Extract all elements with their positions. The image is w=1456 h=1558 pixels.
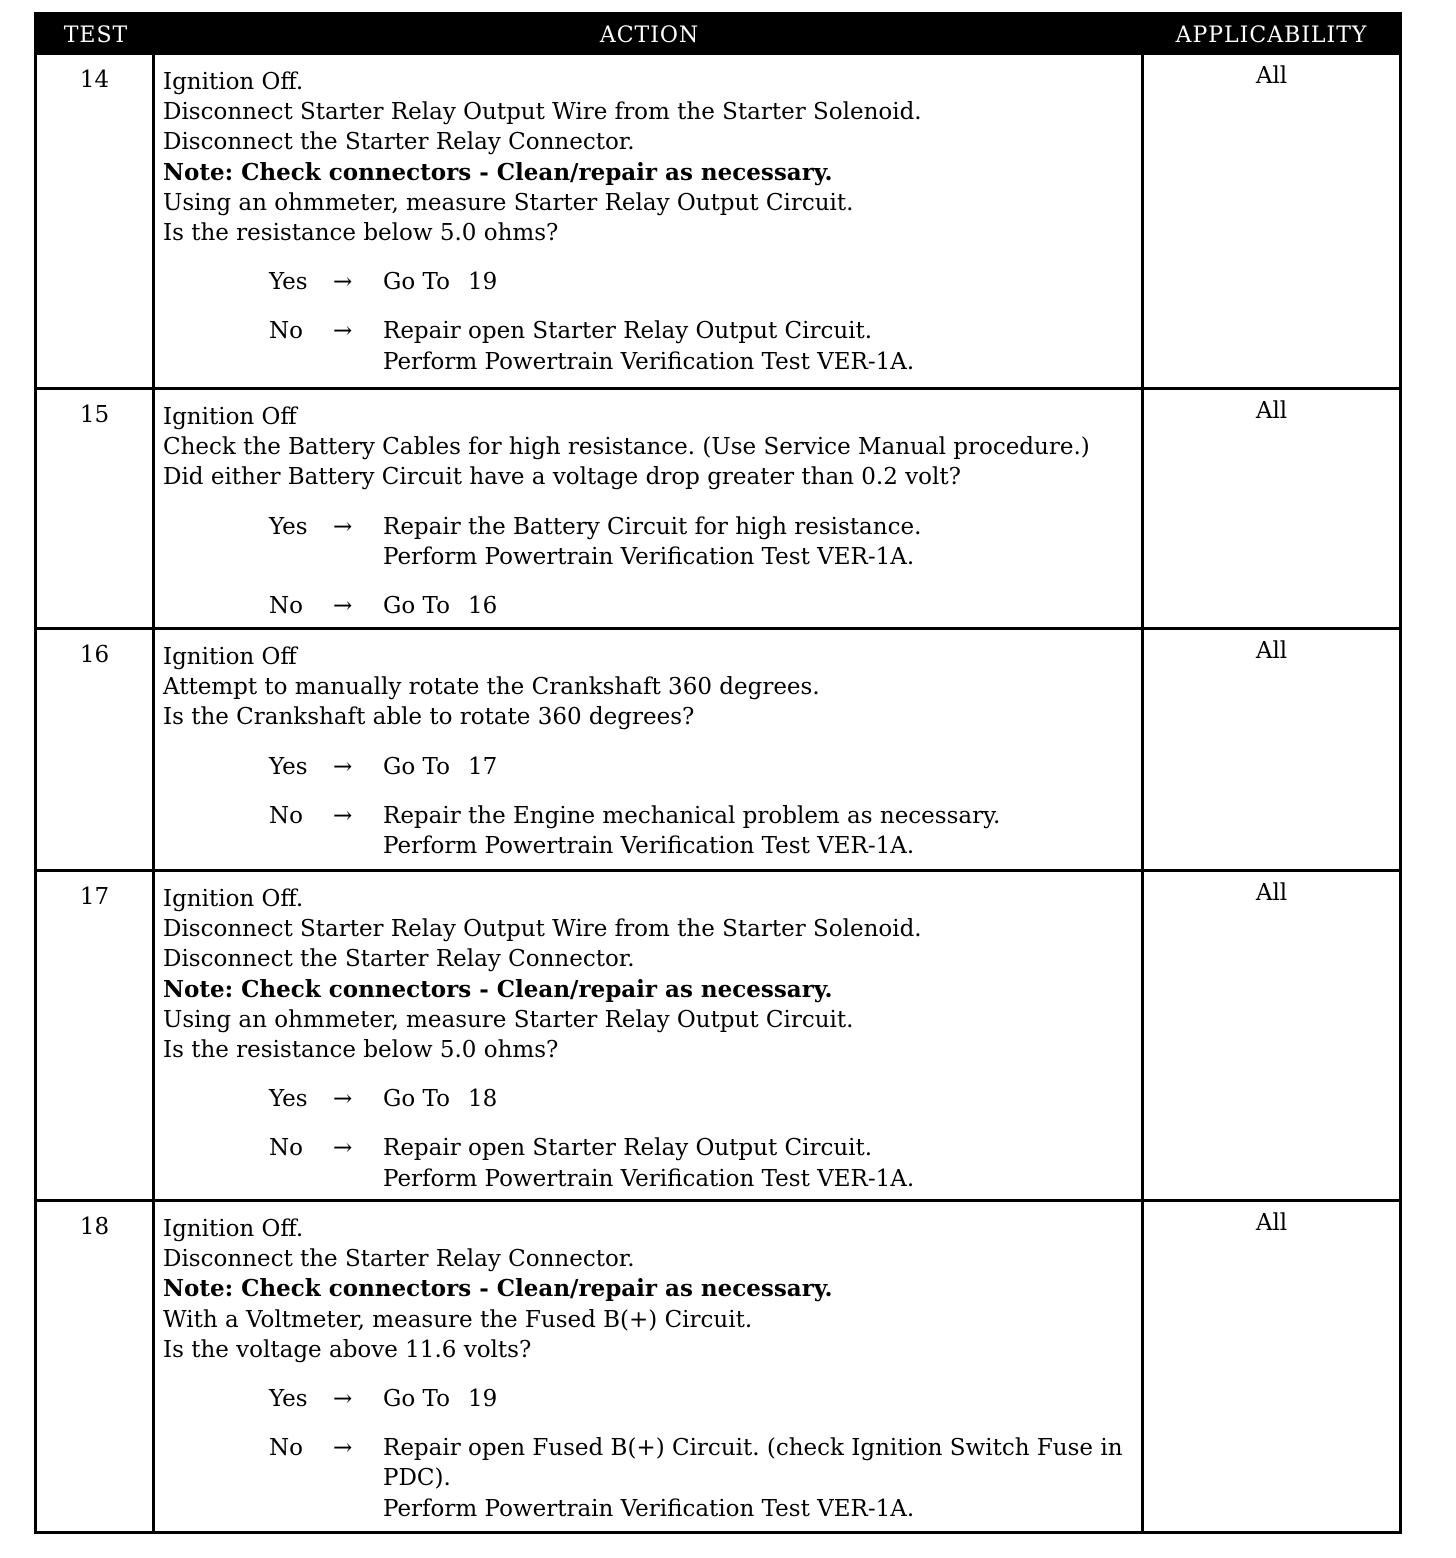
table-row <box>37 1199 1399 1531</box>
result-line: Perform Powertrain Verification Test VER-1A. <box>383 543 915 570</box>
no-label: No <box>269 1435 303 1462</box>
action-line: Disconnect Starter Relay Output Wire from the Starter Solenoid. <box>163 99 922 126</box>
test-number: 17 <box>37 872 155 1199</box>
action-line: Ignition Off. <box>163 1216 304 1242</box>
yes-result <box>383 1084 1135 1114</box>
action-line: With a Voltmeter, measure the Fused B(+) Circuit. <box>163 1306 753 1333</box>
arrow-icon: → <box>333 1135 353 1162</box>
applicability-cell: All <box>1255 880 1288 906</box>
test-number: 18 <box>37 1202 155 1531</box>
goto-test-number: 19 <box>467 1386 498 1413</box>
action-line: Using an ohmmeter, measure Starter Relay Output Circuit. <box>163 1006 854 1033</box>
arrow-icon: → <box>333 318 353 345</box>
no-label: No <box>269 1135 303 1162</box>
no-label: No <box>269 318 303 345</box>
yes-branch <box>163 267 1135 297</box>
table-row <box>37 387 1399 627</box>
action-line: Disconnect the Starter Relay Connector. <box>163 946 635 973</box>
yes-label: Yes <box>269 753 308 780</box>
action-cell <box>155 630 1144 869</box>
no-result <box>383 801 1135 861</box>
yes-branch <box>163 752 1135 782</box>
table-header <box>37 15 1399 55</box>
action-line: Ignition Off. <box>163 886 304 912</box>
table-row <box>37 869 1399 1199</box>
arrow-icon: → <box>333 1386 353 1413</box>
goto-text: Go To <box>383 1386 450 1413</box>
action-line: Is the resistance below 5.0 ohms? <box>163 1037 559 1064</box>
result-line: Repair the Engine mechanical problem as necessary. <box>383 802 1001 829</box>
result-line: Repair the Battery Circuit for high resistance. <box>383 513 922 540</box>
no-result <box>383 591 1135 621</box>
action-cell <box>155 55 1144 387</box>
test-number: 16 <box>37 630 155 869</box>
yes-result <box>383 512 1135 572</box>
note-line: Note: Check connectors - Clean/repair as necessary. <box>163 1275 833 1303</box>
action-line: Did either Battery Circuit have a voltage drop greater than 0.2 volt? <box>163 464 961 491</box>
action-line: Ignition Off <box>163 404 297 430</box>
note-line: Note: Check connectors - Clean/repair as necessary. <box>163 158 833 186</box>
action-line: Ignition Off <box>163 644 297 670</box>
no-label: No <box>269 593 303 620</box>
result-line: Repair open Starter Relay Output Circuit. <box>383 1135 873 1162</box>
yes-branch <box>163 1084 1135 1114</box>
applicability-cell: All <box>1255 1210 1288 1236</box>
arrow-icon: → <box>333 1086 353 1113</box>
yes-label: Yes <box>269 1086 308 1113</box>
result-line: Repair open Starter Relay Output Circuit. <box>383 318 873 345</box>
yes-result <box>383 267 1135 297</box>
action-cell <box>155 1202 1144 1531</box>
header-action: ACTION <box>599 22 700 48</box>
applicability-cell: All <box>1255 398 1288 424</box>
arrow-icon: → <box>333 593 353 620</box>
no-branch <box>163 1133 1135 1193</box>
arrow-icon: → <box>333 269 353 296</box>
goto-text: Go To <box>383 1086 450 1113</box>
result-line: Perform Powertrain Verification Test VER-1A. <box>383 348 915 375</box>
goto-test-number: 17 <box>467 753 498 780</box>
goto-test-number: 18 <box>467 1086 498 1113</box>
arrow-icon: → <box>333 513 353 540</box>
yes-branch <box>163 512 1135 572</box>
yes-label: Yes <box>269 1386 308 1413</box>
yes-label: Yes <box>269 269 308 296</box>
no-branch <box>163 1433 1135 1524</box>
applicability-cell: All <box>1255 63 1288 89</box>
action-line: Ignition Off. <box>163 69 304 95</box>
result-line: Perform Powertrain Verification Test VER-1A. <box>383 833 915 860</box>
action-line: Is the voltage above 11.6 volts? <box>163 1336 532 1363</box>
action-cell <box>155 872 1144 1199</box>
diagnostic-table <box>34 12 1402 1534</box>
goto-test-number: 16 <box>467 593 498 620</box>
applicability-cell: All <box>1255 638 1288 664</box>
action-line: Disconnect the Starter Relay Connector. <box>163 1246 635 1273</box>
arrow-icon: → <box>333 753 353 780</box>
arrow-icon: → <box>333 802 353 829</box>
goto-text: Go To <box>383 269 450 296</box>
goto-test-number: 19 <box>467 269 498 296</box>
no-branch <box>163 316 1135 376</box>
yes-branch <box>163 1384 1135 1414</box>
result-line: Repair open Fused B(+) Circuit. (check Ignition Switch Fuse in PDC). <box>383 1435 1123 1492</box>
yes-result <box>383 1384 1135 1414</box>
action-cell <box>155 390 1144 627</box>
action-line: Is the resistance below 5.0 ohms? <box>163 220 559 247</box>
table-row <box>37 627 1399 869</box>
action-line: Check the Battery Cables for high resistance. (Use Service Manual procedure.) <box>163 434 1090 461</box>
test-number: 14 <box>37 55 155 387</box>
no-result <box>383 316 1135 376</box>
action-line: Using an ohmmeter, measure Starter Relay Output Circuit. <box>163 189 854 216</box>
no-result <box>383 1433 1135 1524</box>
goto-text: Go To <box>383 753 450 780</box>
header-test: TEST <box>63 22 129 48</box>
table-row <box>37 55 1399 387</box>
result-line: Perform Powertrain Verification Test VER-1A. <box>383 1495 915 1522</box>
no-branch <box>163 591 1135 621</box>
action-line: Disconnect Starter Relay Output Wire from the Starter Solenoid. <box>163 916 922 943</box>
no-branch <box>163 801 1135 861</box>
action-line: Is the Crankshaft able to rotate 360 degrees? <box>163 704 695 731</box>
test-number: 15 <box>37 390 155 627</box>
yes-label: Yes <box>269 513 308 540</box>
header-applicability: APPLICABILITY <box>1175 22 1368 48</box>
no-result <box>383 1133 1135 1193</box>
result-line: Perform Powertrain Verification Test VER-1A. <box>383 1165 915 1192</box>
no-label: No <box>269 802 303 829</box>
yes-result <box>383 752 1135 782</box>
action-line: Attempt to manually rotate the Crankshaft 360 degrees. <box>163 674 820 701</box>
arrow-icon: → <box>333 1435 353 1462</box>
table-body <box>37 55 1399 1531</box>
action-line: Disconnect the Starter Relay Connector. <box>163 129 635 156</box>
goto-text: Go To <box>383 593 450 620</box>
note-line: Note: Check connectors - Clean/repair as necessary. <box>163 975 833 1003</box>
